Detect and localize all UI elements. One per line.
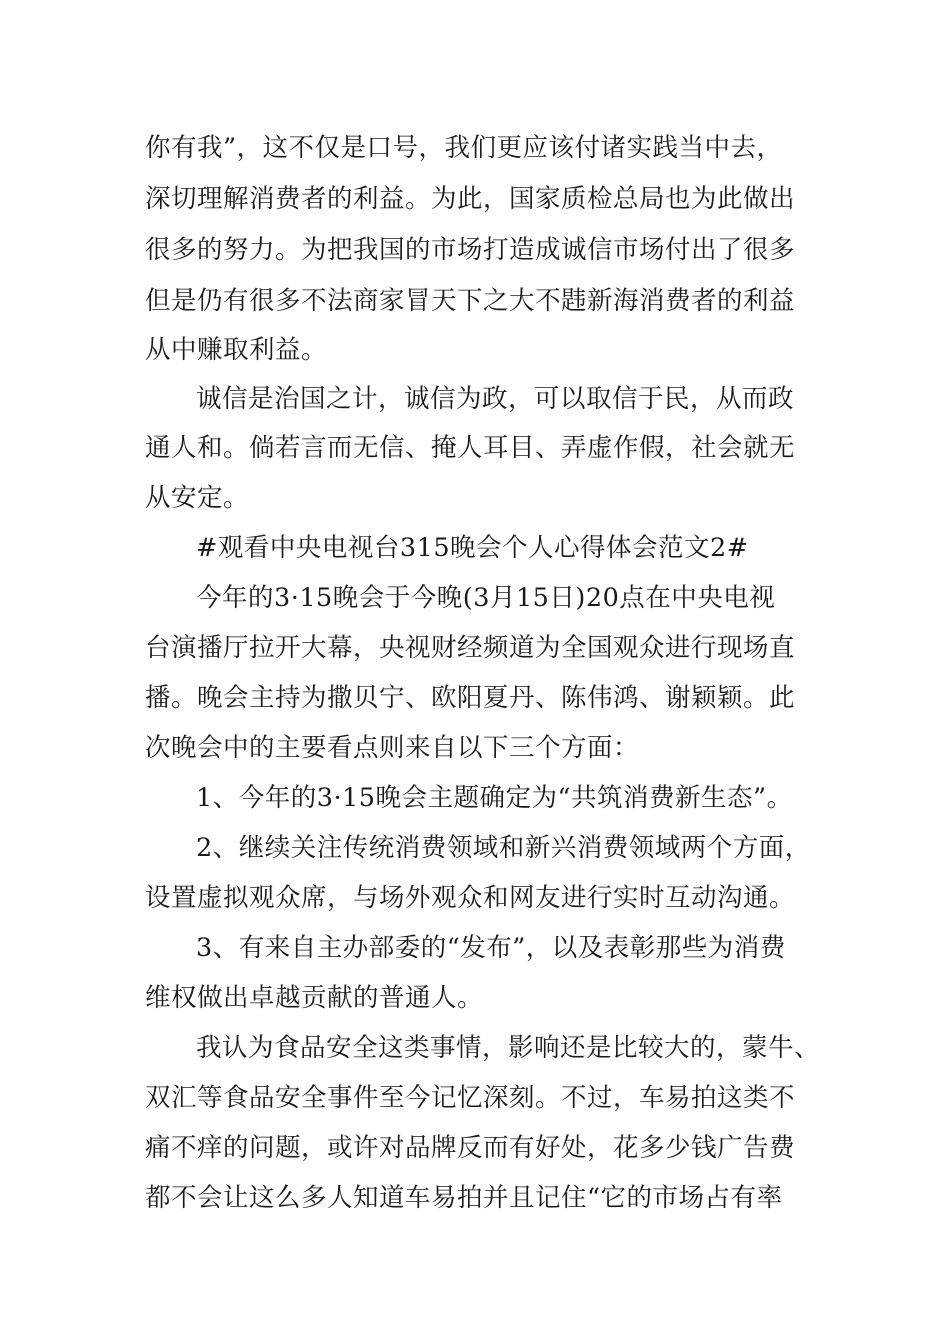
text-line: 都不会让这么多人知道车易拍并且记住“它的市场占有率 (145, 1183, 783, 1213)
text-line: 我认为食品安全这类事情，影响还是比较大的，蒙牛、 (196, 1033, 821, 1063)
list-item: 1、今年的3·15晚会主题确定为“共筑消费新生态”。 (196, 783, 793, 813)
text-line: 播。晚会主持为撒贝宁、欧阳夏丹、陈伟鸿、谢颖颖。此 (145, 683, 796, 713)
text-line: 很多的努力。为把我国的市场打造成诚信市场付出了很多 (145, 235, 796, 265)
text-line: 维权做出卓越贡献的普通人。 (145, 983, 484, 1013)
section-heading: #观看中央电视台315晚会个人心得体会范文2# (196, 533, 749, 563)
text-line: 从安定。 (145, 483, 250, 513)
text-line: 从中赚取利益。 (145, 335, 328, 365)
text-line: 今年的3·15晚会于今晚(3月15日)20点在中央电视 (196, 583, 776, 613)
text-line: 台演播厅拉开大幕，央视财经频道为全国观众进行现场直 (145, 633, 796, 663)
list-item: 2、继续关注传统消费领域和新兴消费领域两个方面， (196, 833, 811, 863)
text-line: 诚信是治国之计，诚信为政，可以取信于民，从而政 (196, 384, 795, 414)
text-line: 通人和。倘若言而无信、掩人耳目、弄虚作假，社会就无 (145, 433, 796, 463)
text-line: 但是仍有很多不法商家冒天下之大不韪新海消费者的利益 (145, 286, 796, 316)
text-line: 深切理解消费者的利益。为此，国家质检总局也为此做出 (145, 184, 796, 214)
list-item: 3、有来自主办部委的“发布”，以及表彰那些为消费 (196, 933, 786, 963)
text-line: 双汇等食品安全事件至今记忆深刻。不过，车易拍这类不 (145, 1083, 796, 1113)
text-line: 痛不痒的问题，或许对品牌反而有好处，花多少钱广告费 (145, 1133, 796, 1163)
text-line: 你有我”，这不仅是口号，我们更应该付诸实践当中去， (145, 133, 783, 163)
text-line: 设置虚拟观众席，与场外观众和网友进行实时互动沟通。 (145, 883, 796, 913)
text-line: 次晚会中的主要看点则来自以下三个方面： (145, 733, 640, 763)
